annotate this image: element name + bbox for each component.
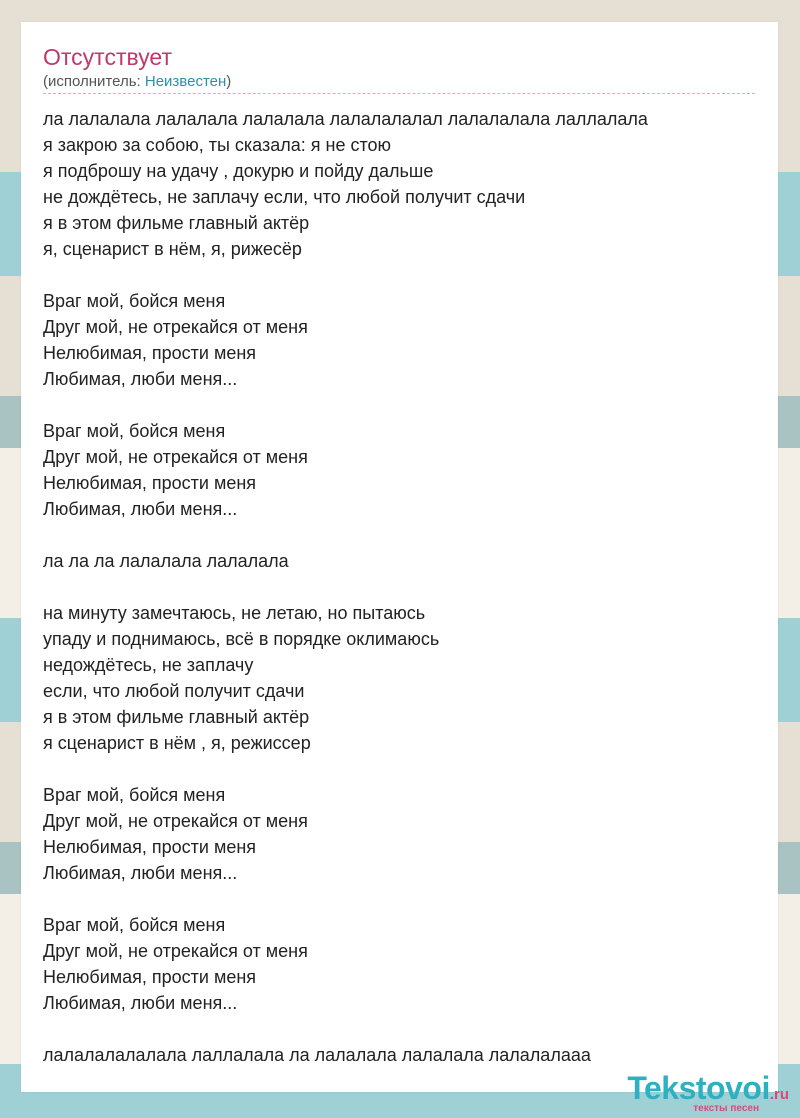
lyric-line: Друг мой, не отрекайся от меня [43, 447, 308, 467]
lyric-line: я в этом фильме главный актёр [43, 213, 310, 233]
artist-line [43, 73, 231, 90]
lyric-line: Друг мой, не отрекайся от меня [43, 811, 308, 831]
lyric-line: Враг мой, бойся меня [43, 421, 226, 441]
lyric-line: Нелюбимая, прости меня [43, 473, 257, 493]
lyric-line: недождётесь, не заплачу [43, 655, 254, 675]
logo-wordmark: Tekstovoi [627, 1070, 770, 1106]
lyric-line: я, сценарист в нём, я, рижесёр [43, 239, 302, 259]
stanza-break [43, 262, 763, 288]
lyric-line: я в этом фильме главный актёр [43, 707, 310, 727]
song-title: Отсутствует [43, 44, 172, 70]
lyric-line: на минуту замечтаюсь, не летаю, но пытаюсь [43, 603, 426, 623]
lyric-line: Нелюбимая, прости меня [43, 967, 257, 987]
lyric-line: если, что любой получит сдачи [43, 681, 305, 701]
lyric-line: Нелюбимая, прости меня [43, 343, 257, 363]
lyric-line: Любимая, люби меня... [43, 993, 238, 1013]
site-logo[interactable] [627, 1070, 789, 1114]
lyric-line: я подброшу на удачу , докурю и пойду дальше [43, 161, 434, 181]
logo-tagline: тексты песен [693, 1103, 759, 1114]
lyric-line: Нелюбимая, прости меня [43, 837, 257, 857]
artist-close: ) [226, 73, 232, 90]
artist-link[interactable]: Неизвестен [144, 73, 227, 90]
stanza-break [43, 756, 763, 782]
lyric-line: упаду и поднимаюсь, всё в порядке оклимаюсь [43, 629, 440, 649]
lyric-line: Любимая, люби меня... [43, 863, 238, 883]
lyric-line: я сценарист в нём , я, режиссер [43, 733, 311, 753]
lyric-line: Любимая, люби меня... [43, 369, 238, 389]
lyric-line: Враг мой, бойся меня [43, 291, 226, 311]
lyric-line: Друг мой, не отрекайся от меня [43, 941, 308, 961]
divider [43, 93, 755, 94]
lyric-line: лалалалалалала лаллалала ла лалалала лалалала лалалалааа [43, 1045, 591, 1065]
stanza-break [43, 392, 763, 418]
logo-tld: .ru [769, 1086, 789, 1103]
lyrics-text [43, 106, 763, 1068]
lyric-line: Любимая, люби меня... [43, 499, 238, 519]
lyric-line: ла лалалала лалалала лалалала лалалалалал лалалалала лаллалала [43, 109, 648, 129]
lyric-line: Враг мой, бойся меня [43, 785, 226, 805]
lyric-line: не дождётесь, не заплачу если, что любой получит сдачи [43, 187, 526, 207]
lyric-line: Враг мой, бойся меня [43, 915, 226, 935]
stanza-break [43, 1016, 763, 1042]
lyric-line: Друг мой, не отрекайся от меня [43, 317, 308, 337]
stanza-break [43, 522, 763, 548]
lyric-line: ла ла ла лалалала лалалала [43, 551, 289, 571]
lyrics-sheet [21, 22, 778, 1092]
artist-label: (исполнитель: [43, 73, 145, 90]
lyric-line: я закрою за собою, ты сказала: я не стою [43, 135, 392, 155]
stanza-break [43, 574, 763, 600]
stanza-break [43, 886, 763, 912]
